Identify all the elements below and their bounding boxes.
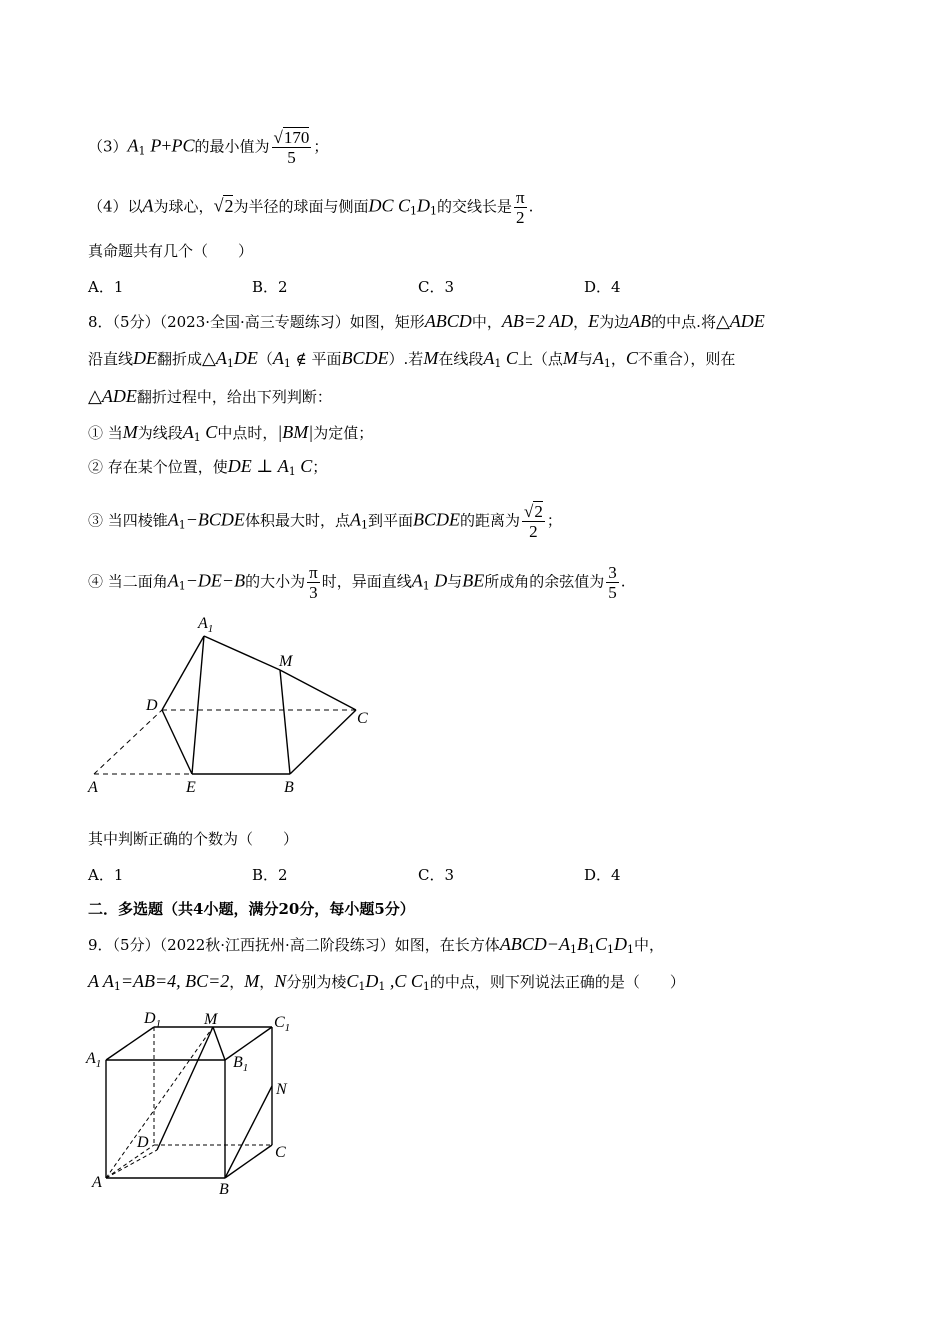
fraction: $\frac{√170}{5}$: [273, 128, 310, 167]
label-d: D: [146, 697, 158, 714]
q7-option-b: B．2: [252, 278, 288, 296]
q8-judgement-2: ② 存在某个位置，使DE ⊥ $A_1$ C；: [88, 456, 328, 478]
q8-line-2: 沿直线DE翻折成$\triangle A_1DE(A_1$ ∉ 平面BCDE）.若M在线段$A_1$ C上（点M与$A_1$，C不重合），则在: [88, 348, 736, 370]
edge-m-c: [280, 670, 356, 710]
label-a1: $A_1$: [86, 1050, 102, 1070]
q8-option-c: C．3: [418, 866, 455, 884]
q7-option-d: D．4: [584, 278, 621, 296]
q7-question: 真命题共有几个（ ）: [88, 242, 254, 260]
label-d1: $D_1$: [144, 1010, 162, 1030]
edge-a1-d: [162, 636, 204, 710]
fraction: $\frac{\pi}{2}$: [516, 188, 525, 227]
q8-option-b: B．2: [252, 866, 288, 884]
q8-judgement-4: ④ 当二面角$A_1-DE-B$的大小为 $\frac{\pi}{3}$ 时，异面直线$A_1$ D与BE所成角的余弦值为 $\frac{3}{5}$ .: [88, 563, 626, 602]
q9-figure: [80, 1005, 310, 1205]
edge-m-b: [280, 670, 290, 774]
label-m: M: [204, 1011, 218, 1028]
q8-question: 其中判断正确的个数为（ ）: [88, 830, 299, 848]
label-a1: $A_1$: [198, 615, 214, 635]
q8-option-d: D．4: [584, 866, 621, 884]
q8-line-1: 8．（5分）（2023·全国·高三专题练习）如图，矩形ABCD中，AB=2 AD，E为边AB的中点.将△ADE: [88, 311, 765, 331]
label-m: M: [279, 653, 293, 670]
label-d: D: [137, 1134, 149, 1151]
edge-b-c: [290, 710, 356, 774]
edge-d-e: [162, 710, 192, 774]
edge-a1-e: [192, 636, 204, 774]
label-b: B: [284, 779, 294, 796]
q7-statement-4: （4）以A为球心，√2为半径的球面与侧面DC $C_1D_1$的交线长是 $\frac{\pi}{2}$ .: [88, 188, 534, 227]
q8-option-a: A．1: [88, 866, 124, 884]
label-c: C: [357, 710, 368, 727]
q9-line-2: A $A_1=AB=4$, BC=2，M，N分别为棱$C_1D_1$ ,C $C_1$的中点，则下列说法正确的是（ ）: [88, 971, 685, 993]
q7-statement-3: $(3)A_1$ P+PC的最小值为 $\frac{√170}{5}$ ；: [88, 128, 329, 167]
q7-option-c: C．3: [418, 278, 455, 296]
section-heading: 二．多选题（共4小题，满分20分，每小题5分）: [88, 900, 415, 918]
label-b: B: [219, 1181, 229, 1198]
q8-figure: [80, 612, 380, 797]
q8-judgement-1: ① 当M为线段$A_1$ C中点时，|BM|为定值；: [88, 422, 374, 444]
label-c1: $C_1$: [274, 1014, 291, 1034]
q9-line-1: 9．（5分）（2022秋·江西抚州·高二阶段练习）如图，在长方体$ABCD-A_1B_1C_1D_1$中，: [88, 934, 664, 956]
label-b1: $B_1$: [233, 1054, 249, 1074]
q7-option-a: A．1: [88, 278, 124, 296]
label-a: A: [92, 1174, 102, 1191]
q8-line-3: △ADE翻折过程中，给出下列判断：: [88, 386, 332, 406]
label-e: E: [186, 779, 196, 796]
edge-a-d-hidden: [94, 710, 162, 774]
fraction: $\frac{√2}{2}$: [523, 502, 543, 541]
fraction: $\frac{\pi}{3}$: [309, 563, 318, 602]
fraction: $\frac{3}{5}$: [608, 563, 617, 602]
q8-judgement-3: ③ 当四棱锥$A_1-BCDE$体积最大时，点$A_1$到平面BCDE的距离为 $\frac{√2}{2}$ ；: [88, 502, 562, 541]
label-n: N: [276, 1081, 287, 1098]
label-a: A: [88, 779, 98, 796]
label-c: C: [275, 1144, 286, 1161]
edge-a1-m: [204, 636, 280, 670]
